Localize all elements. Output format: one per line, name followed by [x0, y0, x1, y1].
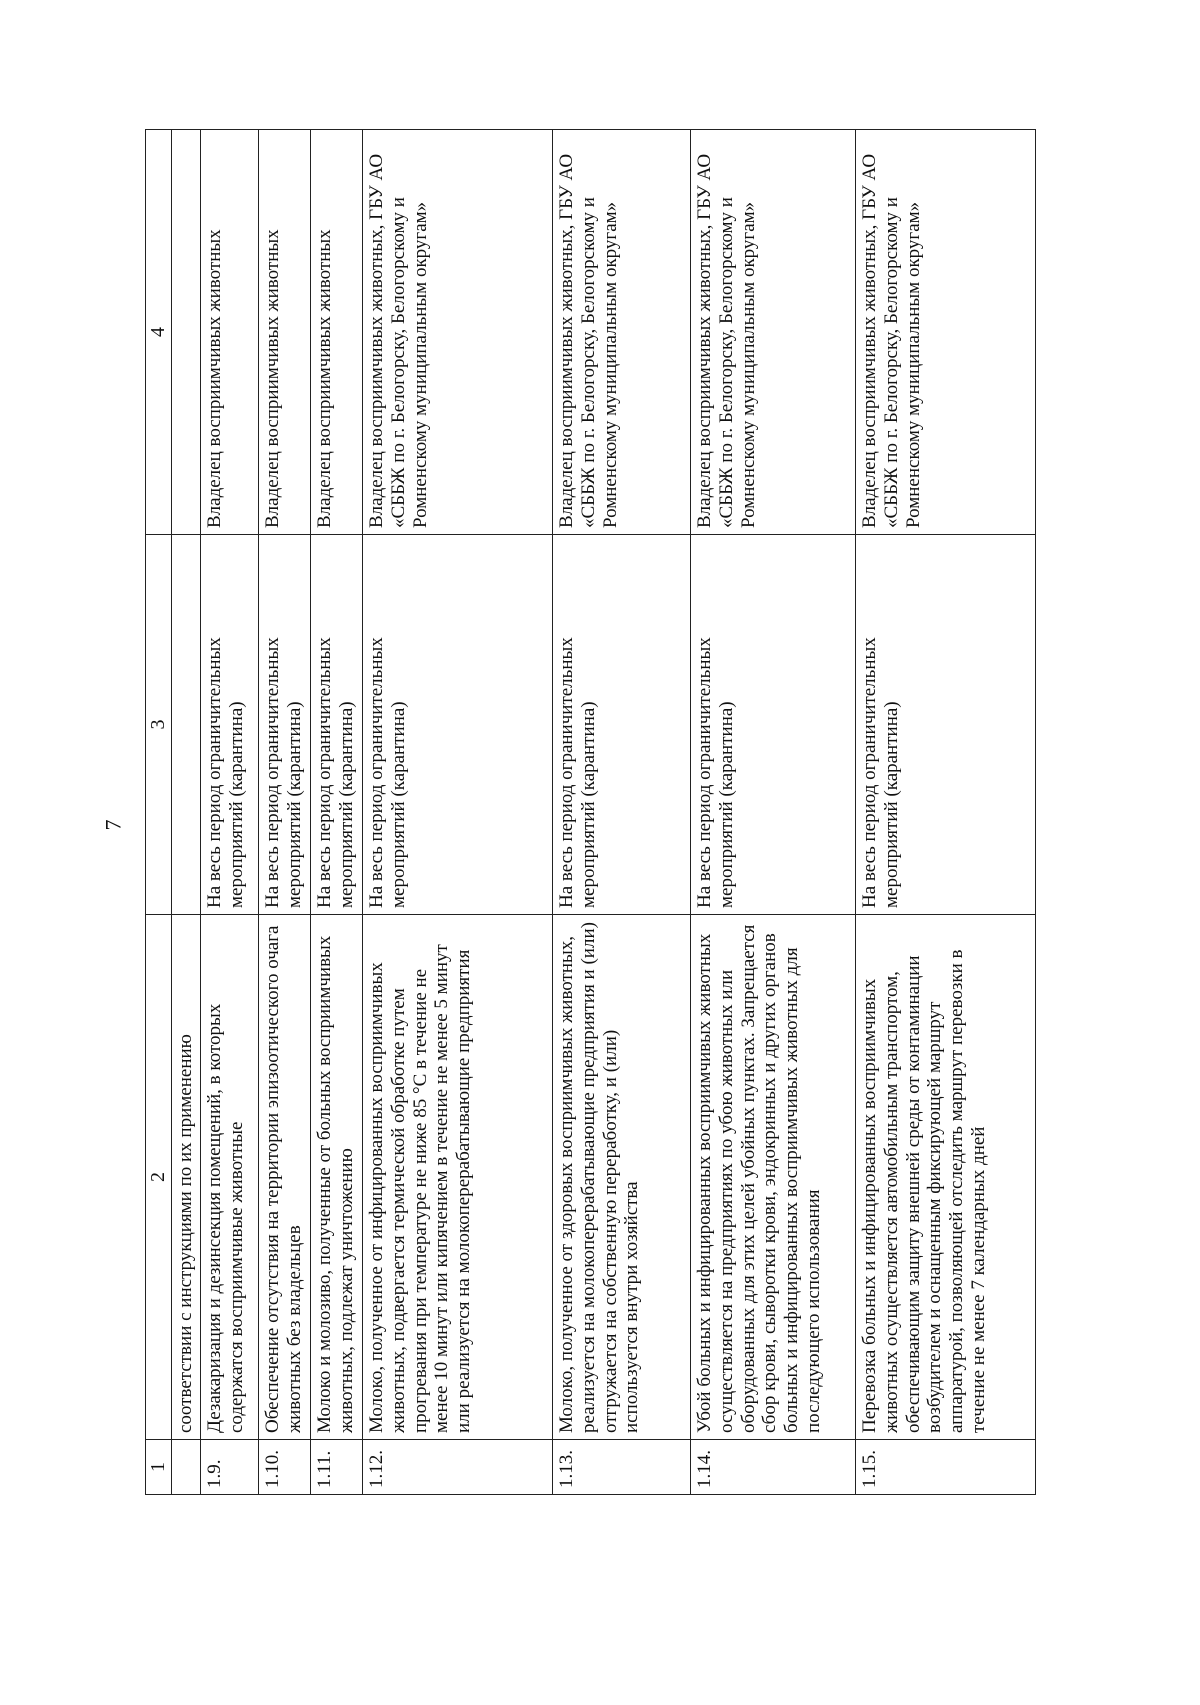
cell-responsible: Владелец восприимчивых животных, ГБУ АО «СББЖ по г. Белогорску, Белогорскому и Ромненскому муниципальным округам»	[855, 130, 1035, 535]
cell-num: 1.10.	[258, 1440, 310, 1495]
table-header-row	[146, 130, 172, 1495]
cell-num: 1.13.	[552, 1440, 690, 1495]
cell-period	[172, 535, 201, 915]
table-row	[258, 130, 310, 1495]
cell-responsible: Владелец восприимчивых животных, ГБУ АО «СББЖ по г. Белогорску, Белогорскому и Ромненскому муниципальным округам»	[690, 130, 855, 535]
cell-num: 1.15.	[855, 1440, 1035, 1495]
table-row	[855, 130, 1035, 1495]
cell-responsible: Владелец восприимчивых животных, ГБУ АО «СББЖ по г. Белогорску, Белогорскому и Ромненскому муниципальным округам»	[552, 130, 690, 535]
table-row	[200, 130, 258, 1495]
cell-measure: Молоко, полученное от здоровых восприимчивых животных, реализуется на молокоперерабатывающие предприятия и (или) отгружается на собственную переработку, и (или) используется внутри хозяйства	[552, 915, 690, 1440]
cell-measure: Дезакаризация и дезинсекция помещений, в которых содержатся восприимчивые животные	[200, 915, 258, 1440]
cell-measure: Убой больных и инфицированных восприимчивых животных осуществляется на предприятиях по убою животных или оборудованных для этих целей убойных пунктах. Запрещается сбор крови, сыворотки крови, эндокринных и других органов больных и инфицированных восприимчивых животных для последующего использования	[690, 915, 855, 1440]
cell-num: 1.9.	[200, 1440, 258, 1495]
cell-responsible: Владелец восприимчивых животных	[310, 130, 362, 535]
table-row	[362, 130, 552, 1495]
cell-period: На весь период ограничительных мероприятий (карантина)	[552, 535, 690, 915]
cell-period: На весь период ограничительных мероприятий (карантина)	[258, 535, 310, 915]
rotated-table-container	[145, 130, 1025, 1495]
cell-measure: Перевозка больных и инфицированных восприимчивых животных осуществляется автомобильным транспортом, обеспечивающим защиту внешней среды от контаминации возбудителем и оснащенным фиксирующей маршрут аппаратурой, позволяющей отследить маршрут перевозки в течение не менее 7 календарных дней	[855, 915, 1035, 1440]
table-row	[310, 130, 362, 1495]
cell-responsible: Владелец восприимчивых животных	[258, 130, 310, 535]
measures-table	[145, 129, 1036, 1495]
table-row-continuation	[172, 130, 201, 1495]
cell-period: На весь период ограничительных мероприятий (карантина)	[310, 535, 362, 915]
cell-period: На весь период ограничительных мероприятий (карантина)	[362, 535, 552, 915]
cell-measure: соответствии с инструкциями по их применению	[172, 915, 201, 1440]
cell-measure: Обеспечение отсутствия на территории эпизоотического очага животных без владельцев	[258, 915, 310, 1440]
table-row	[690, 130, 855, 1495]
cell-num: 1.14.	[690, 1440, 855, 1495]
cell-measure: Молоко и молозиво, полученные от больных восприимчивых животных, подлежат уничтожению	[310, 915, 362, 1440]
cell-period: На весь период ограничительных мероприятий (карантина)	[690, 535, 855, 915]
header-col-1: 1	[146, 1440, 172, 1495]
header-col-2: 2	[146, 915, 172, 1440]
cell-num: 1.11.	[310, 1440, 362, 1495]
cell-responsible: Владелец восприимчивых животных	[200, 130, 258, 535]
table-row	[552, 130, 690, 1495]
page-number: 7	[100, 819, 126, 831]
cell-measure: Молоко, полученное от инфицированных восприимчивых животных, подвергается термической обработке путем прогревания при температуре не ниже 85 °С в течение не менее 10 минут или кипячением в течение не менее 5 минут или реализуется на молокоперерабатывающие предприятия	[362, 915, 552, 1440]
cell-responsible: Владелец восприимчивых животных, ГБУ АО «СББЖ по г. Белогорску, Белогорскому и Ромненскому муниципальным округам»	[362, 130, 552, 535]
header-col-3: 3	[146, 535, 172, 915]
cell-num: 1.12.	[362, 1440, 552, 1495]
cell-period: На весь период ограничительных мероприятий (карантина)	[200, 535, 258, 915]
cell-period: На весь период ограничительных мероприятий (карантина)	[855, 535, 1035, 915]
header-col-4: 4	[146, 130, 172, 535]
cell-responsible	[172, 130, 201, 535]
cell-num	[172, 1440, 201, 1495]
